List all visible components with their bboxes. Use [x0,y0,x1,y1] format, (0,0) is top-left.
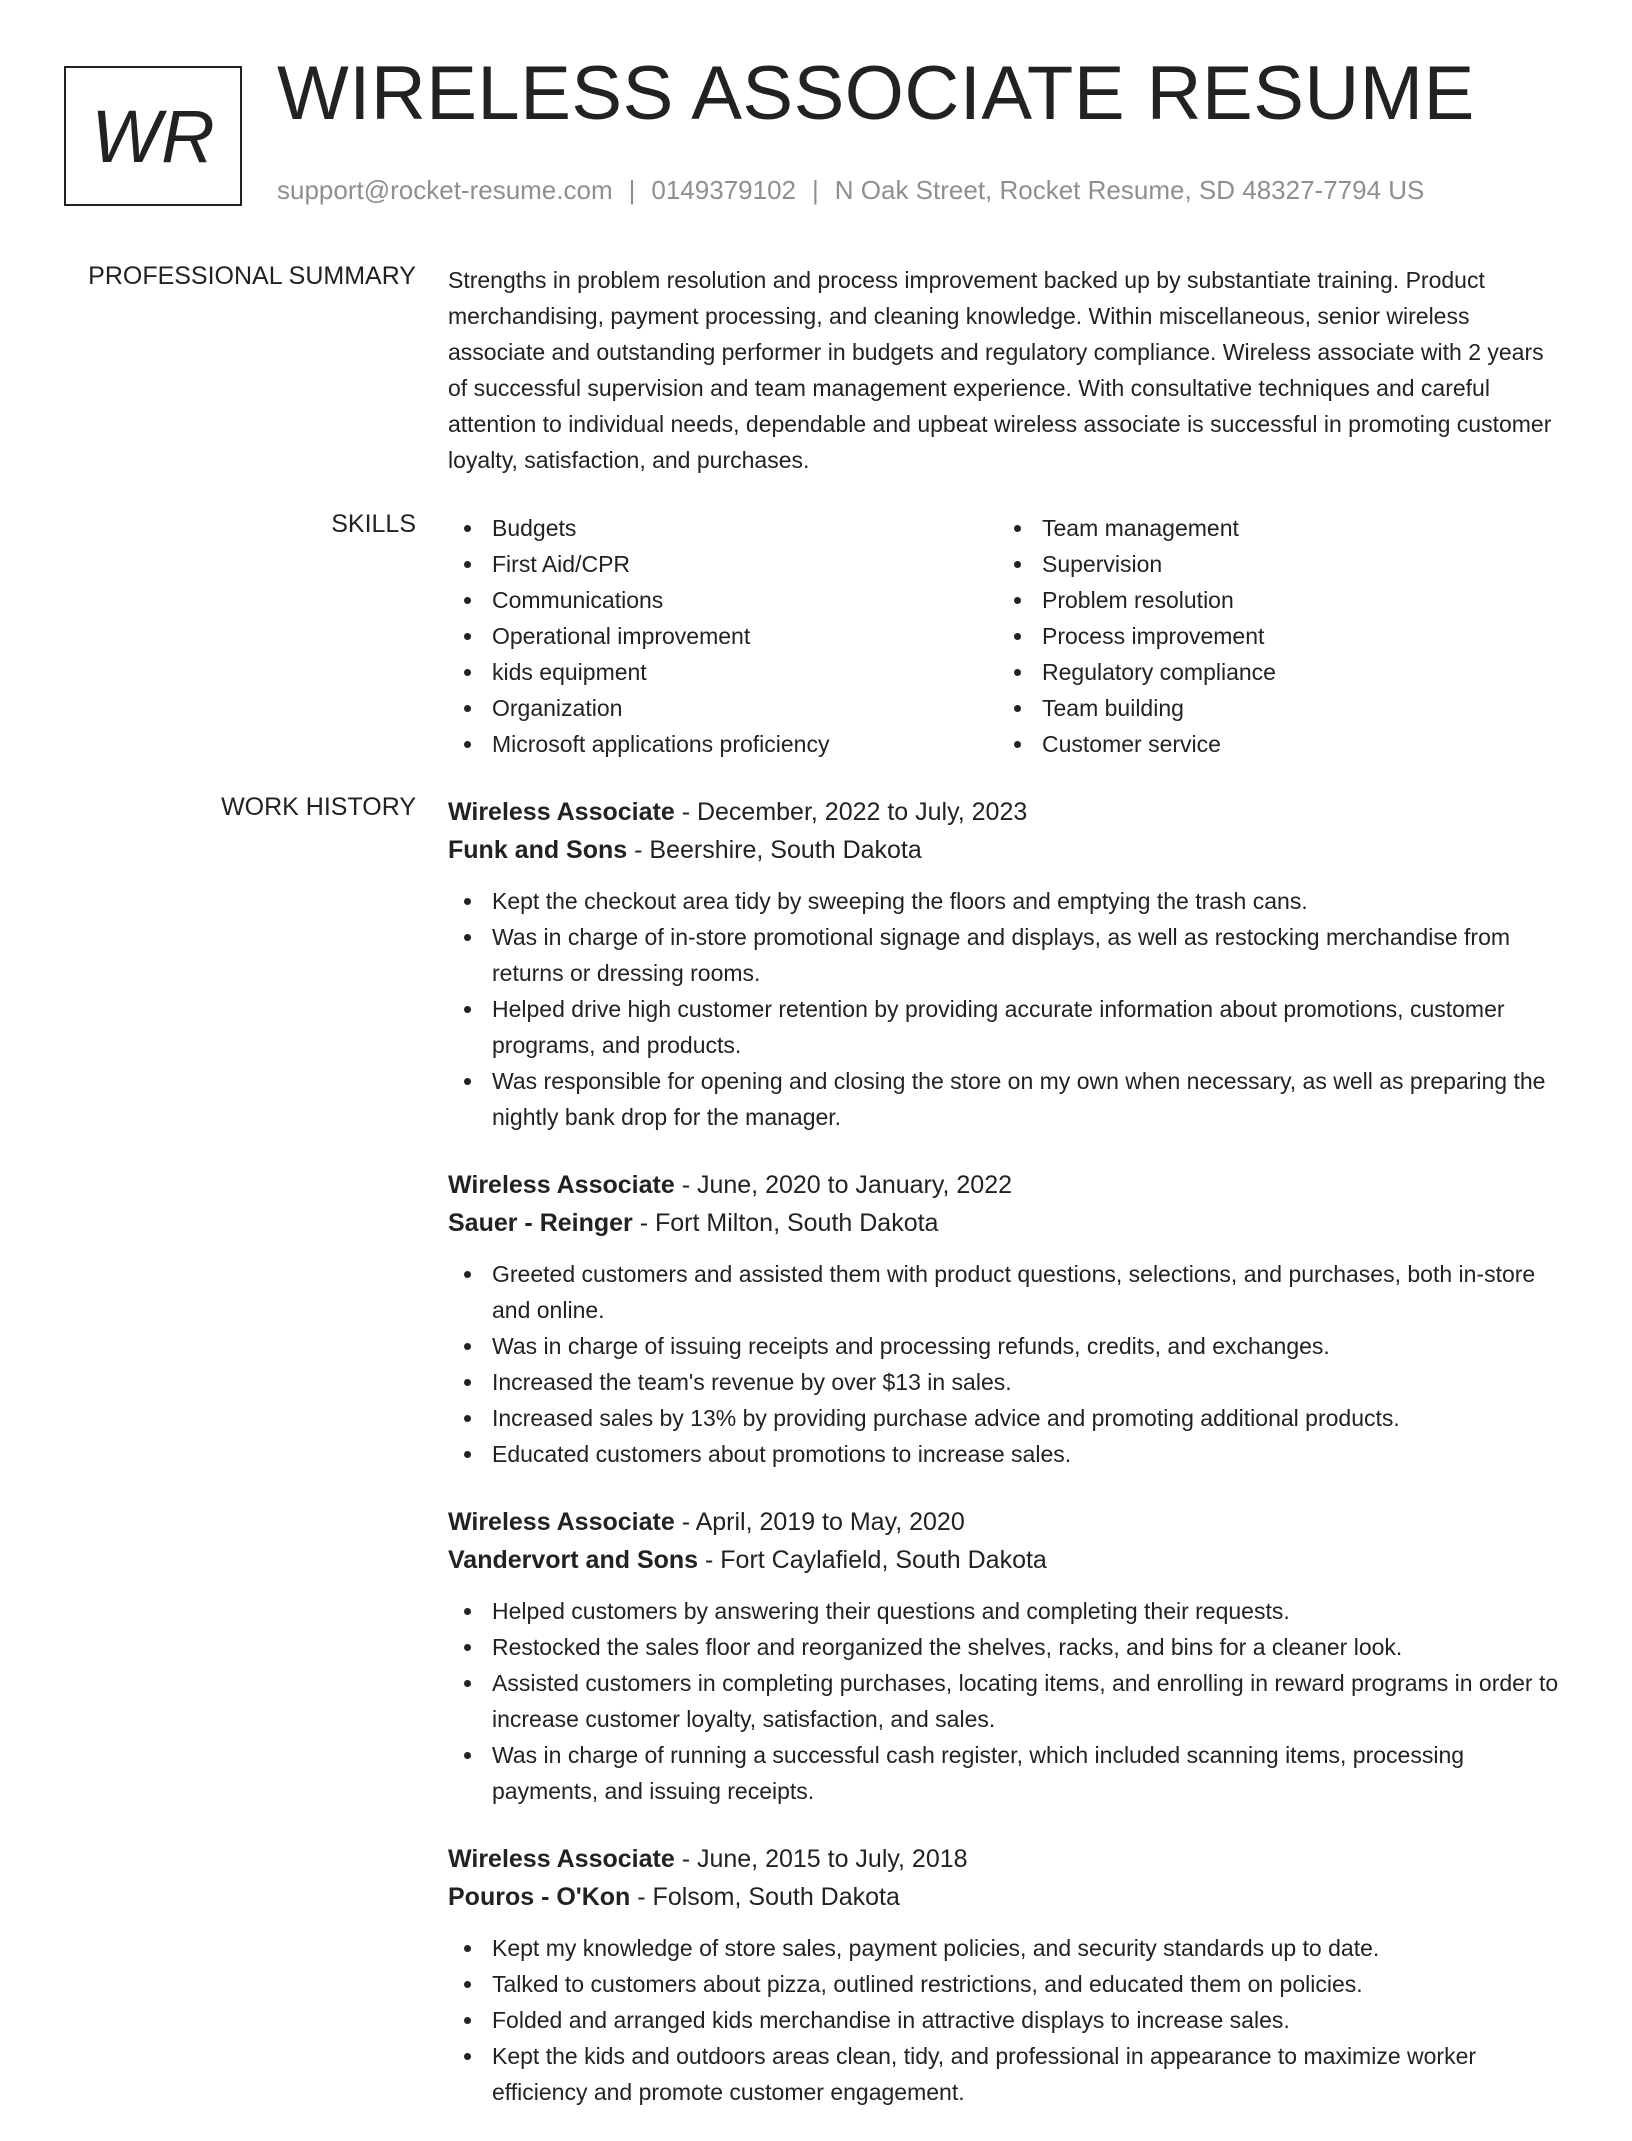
job-bullet: Restocked the sales floor and reorganized the shelves, racks, and bins for a cleaner look. [492,1629,1566,1665]
skill-item: Budgets [492,510,998,546]
skill-item: Regulatory compliance [1042,654,1542,690]
summary-body [448,262,1566,478]
job-company-line [448,1878,1566,1916]
job-title: Wireless Associate [448,1508,675,1536]
section-heading-summary: PROFESSIONAL SUMMARY [88,262,416,290]
job-location: - Fort Caylafield, South Dakota [698,1546,1047,1574]
skills-list-left [448,510,998,762]
job-company-line [448,831,1566,869]
job-entry [448,1166,1566,1472]
skill-item: Supervision [1042,546,1542,582]
job-bullet: Helped drive high customer retention by providing accurate information about promotions, customer programs, and products. [492,991,1566,1063]
job-company-line [448,1541,1566,1579]
job-bullet: Talked to customers about pizza, outlined restrictions, and educated them on policies. [492,1966,1566,2002]
job-company: Funk and Sons [448,836,628,864]
job-bullet: Educated customers about promotions to increase sales. [492,1436,1566,1472]
skill-item: Team management [1042,510,1542,546]
job-title-line [448,1503,1566,1541]
job-entry [448,793,1566,1135]
job-title: Wireless Associate [448,1845,675,1873]
job-bullets [448,1256,1566,1472]
job-bullet: Kept the checkout area tidy by sweeping the floors and emptying the trash cans. [492,883,1566,919]
monogram-logo: WR [64,66,242,206]
skills-list-right [998,510,1542,762]
job-location: - Beershire, South Dakota [627,836,922,864]
skill-item: First Aid/CPR [492,546,998,582]
job-title-line [448,1840,1566,1878]
job-bullet: Was responsible for opening and closing the store on my own when necessary, as well as preparing the nightly bank drop for the manager. [492,1063,1566,1135]
job-bullets [448,883,1566,1135]
job-title-line [448,793,1566,831]
section-heading-work-history: WORK HISTORY [221,793,416,821]
skill-item: Team building [1042,690,1542,726]
job-location: - Folsom, South Dakota [630,1883,900,1911]
job-location: - Fort Milton, South Dakota [632,1209,939,1237]
contact-separator: | [628,175,636,205]
job-bullet: Was in charge of issuing receipts and processing refunds, credits, and exchanges. [492,1328,1566,1364]
skill-item: kids equipment [492,654,998,690]
job-entry [448,1503,1566,1809]
contact-address: N Oak Street, Rocket Resume, SD 48327-7794 US [834,175,1425,205]
page-title: WIRELESS ASSOCIATE RESUME [277,51,1475,136]
job-bullet: Increased the team's revenue by over $13 in sales. [492,1364,1566,1400]
job-company: Sauer - Reinger [448,1209,633,1237]
job-company-line [448,1204,1566,1242]
job-title-line [448,1166,1566,1204]
contact-email: support@rocket-resume.com [277,175,613,205]
job-dates: - April, 2019 to May, 2020 [674,1508,965,1536]
job-bullet: Kept my knowledge of store sales, payment policies, and security standards up to date. [492,1930,1566,1966]
job-bullet: Was in charge of in-store promotional signage and displays, as well as restocking merchandise from returns or dressing rooms. [492,919,1566,991]
skill-item: Customer service [1042,726,1542,762]
job-dates: - June, 2015 to July, 2018 [674,1845,968,1873]
skill-item: Communications [492,582,998,618]
job-company: Vandervort and Sons [448,1546,699,1574]
job-title: Wireless Associate [448,1171,675,1199]
job-bullets [448,1593,1566,1809]
section-heading-skills: SKILLS [331,510,416,538]
skill-item: Organization [492,690,998,726]
job-bullet: Was in charge of running a successful cash register, which included scanning items, processing payments, and issuing receipts. [492,1737,1566,1809]
job-title: Wireless Associate [448,798,675,826]
job-bullet: Greeted customers and assisted them with product questions, selections, and purchases, both in-store and online. [492,1256,1566,1328]
job-bullet: Folded and arranged kids merchandise in attractive displays to increase sales. [492,2002,1566,2038]
job-entry [448,1840,1566,2110]
skill-item: Operational improvement [492,618,998,654]
job-bullet: Assisted customers in completing purchases, locating items, and enrolling in reward programs in order to increase customer loyalty, satisfaction, and sales. [492,1665,1566,1737]
job-dates: - December, 2022 to July, 2023 [674,798,1028,826]
job-company: Pouros - O'Kon [448,1883,631,1911]
work-history-body [448,793,1566,2141]
summary-text: Strengths in problem resolution and process improvement backed up by substantiate training. Product merchandising, payment processing, and cleaning knowledge. Within miscellaneous, senior wireless associate and outstanding performer in budgets and regulatory compliance. Wireless associate with 2 years of successful supervision and team management experience. With consultative techniques and careful attention to individual needs, dependable and upbeat wireless associate is successful in promoting customer loyalty, satisfaction, and purchases. [448,267,1552,473]
skill-item: Problem resolution [1042,582,1542,618]
job-bullet: Kept the kids and outdoors areas clean, tidy, and professional in appearance to maximize worker efficiency and promote customer engagement. [492,2038,1566,2110]
skill-item: Microsoft applications proficiency [492,726,998,762]
skill-item: Process improvement [1042,618,1542,654]
contact-separator: | [812,175,819,205]
contact-phone: 0149379102 [651,175,796,205]
job-bullet: Helped customers by answering their questions and completing their requests. [492,1593,1566,1629]
job-bullets [448,1930,1566,2110]
skills-body [448,510,1566,762]
job-dates: - June, 2020 to January, 2022 [674,1171,1013,1199]
contact-line [277,175,1424,206]
job-bullet: Increased sales by 13% by providing purchase advice and promoting additional products. [492,1400,1566,1436]
